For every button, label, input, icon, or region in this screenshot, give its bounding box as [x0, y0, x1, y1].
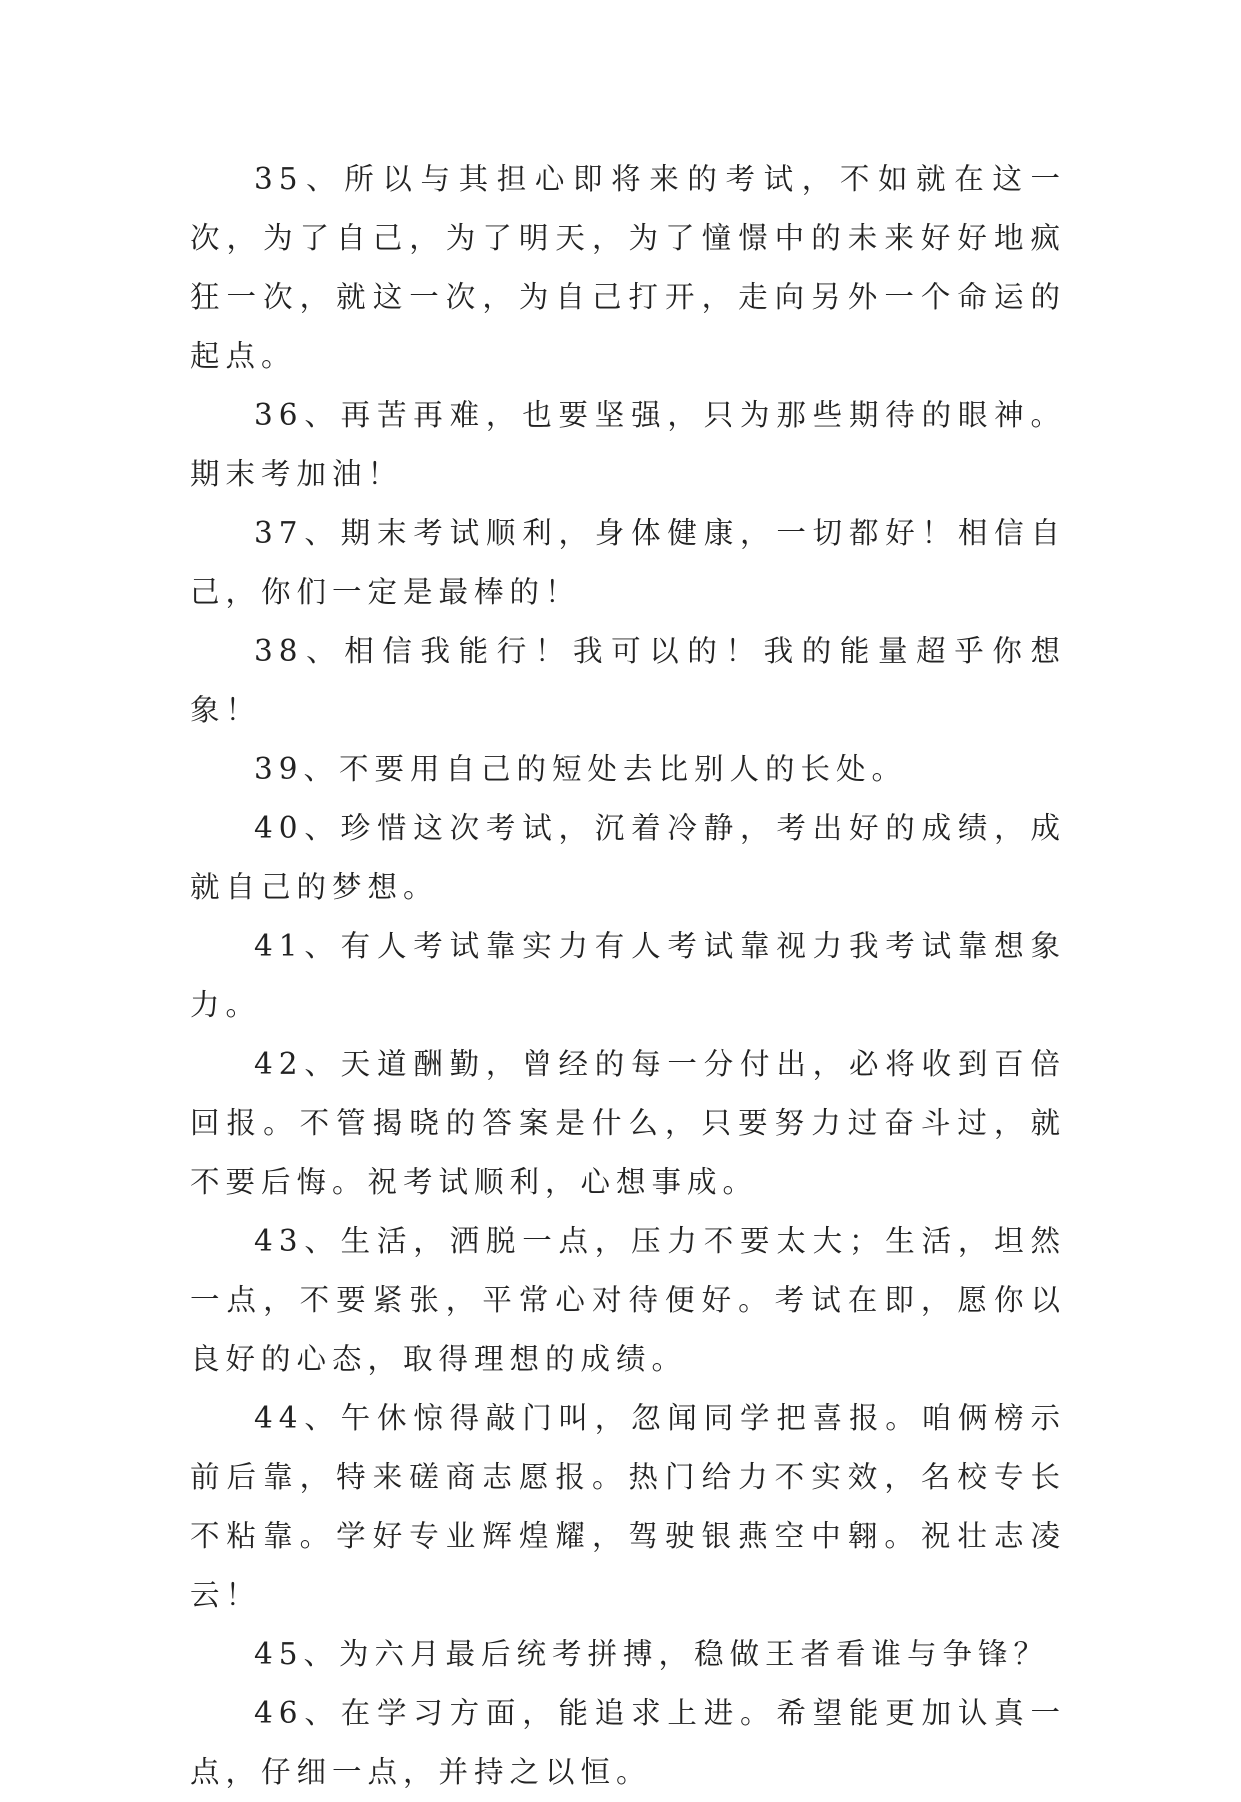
paragraph-45: 45、为六月最后统考拼搏，稳做王者看谁与争锋？: [254, 1637, 1050, 1671]
paragraph-42: 42、天道酬勤，曾经的每一分付出，必将收到百倍回报。不管揭晓的答案是什么，只要努力过奋斗过，就不要后悔。祝考试顺利，心想事成。: [190, 1047, 1066, 1199]
paragraph-39: 39、不要用自己的短处去比别人的长处。: [254, 752, 908, 786]
paragraph-37: 37、期末考试顺利，身体健康，一切都好！相信自己，你们一定是最棒的！: [190, 516, 1066, 609]
paragraph-43: 43、生活，洒脱一点，压力不要太大；生活，坦然一点，不要紧张，平常心对待便好。考试在即，愿你以良好的心态，取得理想的成绩。: [190, 1224, 1066, 1376]
paragraph-41: 41、有人考试靠实力有人考试靠视力我考试靠想象力。: [190, 929, 1066, 1022]
paragraph-35: 35、所以与其担心即将来的考试，不如就在这一次，为了自己，为了明天，为了憧憬中的未来好好地疯狂一次，就这一次，为自己打开，走向另外一个命运的起点。: [190, 162, 1066, 373]
document-body: [190, 150, 1066, 1802]
paragraph-36: 36、再苦再难，也要坚强，只为那些期待的眼神。期末考加油！: [190, 398, 1066, 491]
paragraph-44: 44、午休惊得敲门叫，忽闻同学把喜报。咱俩榜示前后靠，特来磋商志愿报。热门给力不实效，名校专长不粘靠。学好专业辉煌耀，驾驶银燕空中翱。祝壮志凌云！: [190, 1401, 1066, 1612]
paragraph-46: 46、在学习方面，能追求上进。希望能更加认真一点，仔细一点，并持之以恒。: [190, 1696, 1066, 1789]
paragraph-40: 40、珍惜这次考试，沉着冷静，考出好的成绩，成就自己的梦想。: [190, 811, 1066, 904]
paragraph-38: 38、相信我能行！我可以的！我的能量超乎你想象！: [190, 634, 1066, 727]
